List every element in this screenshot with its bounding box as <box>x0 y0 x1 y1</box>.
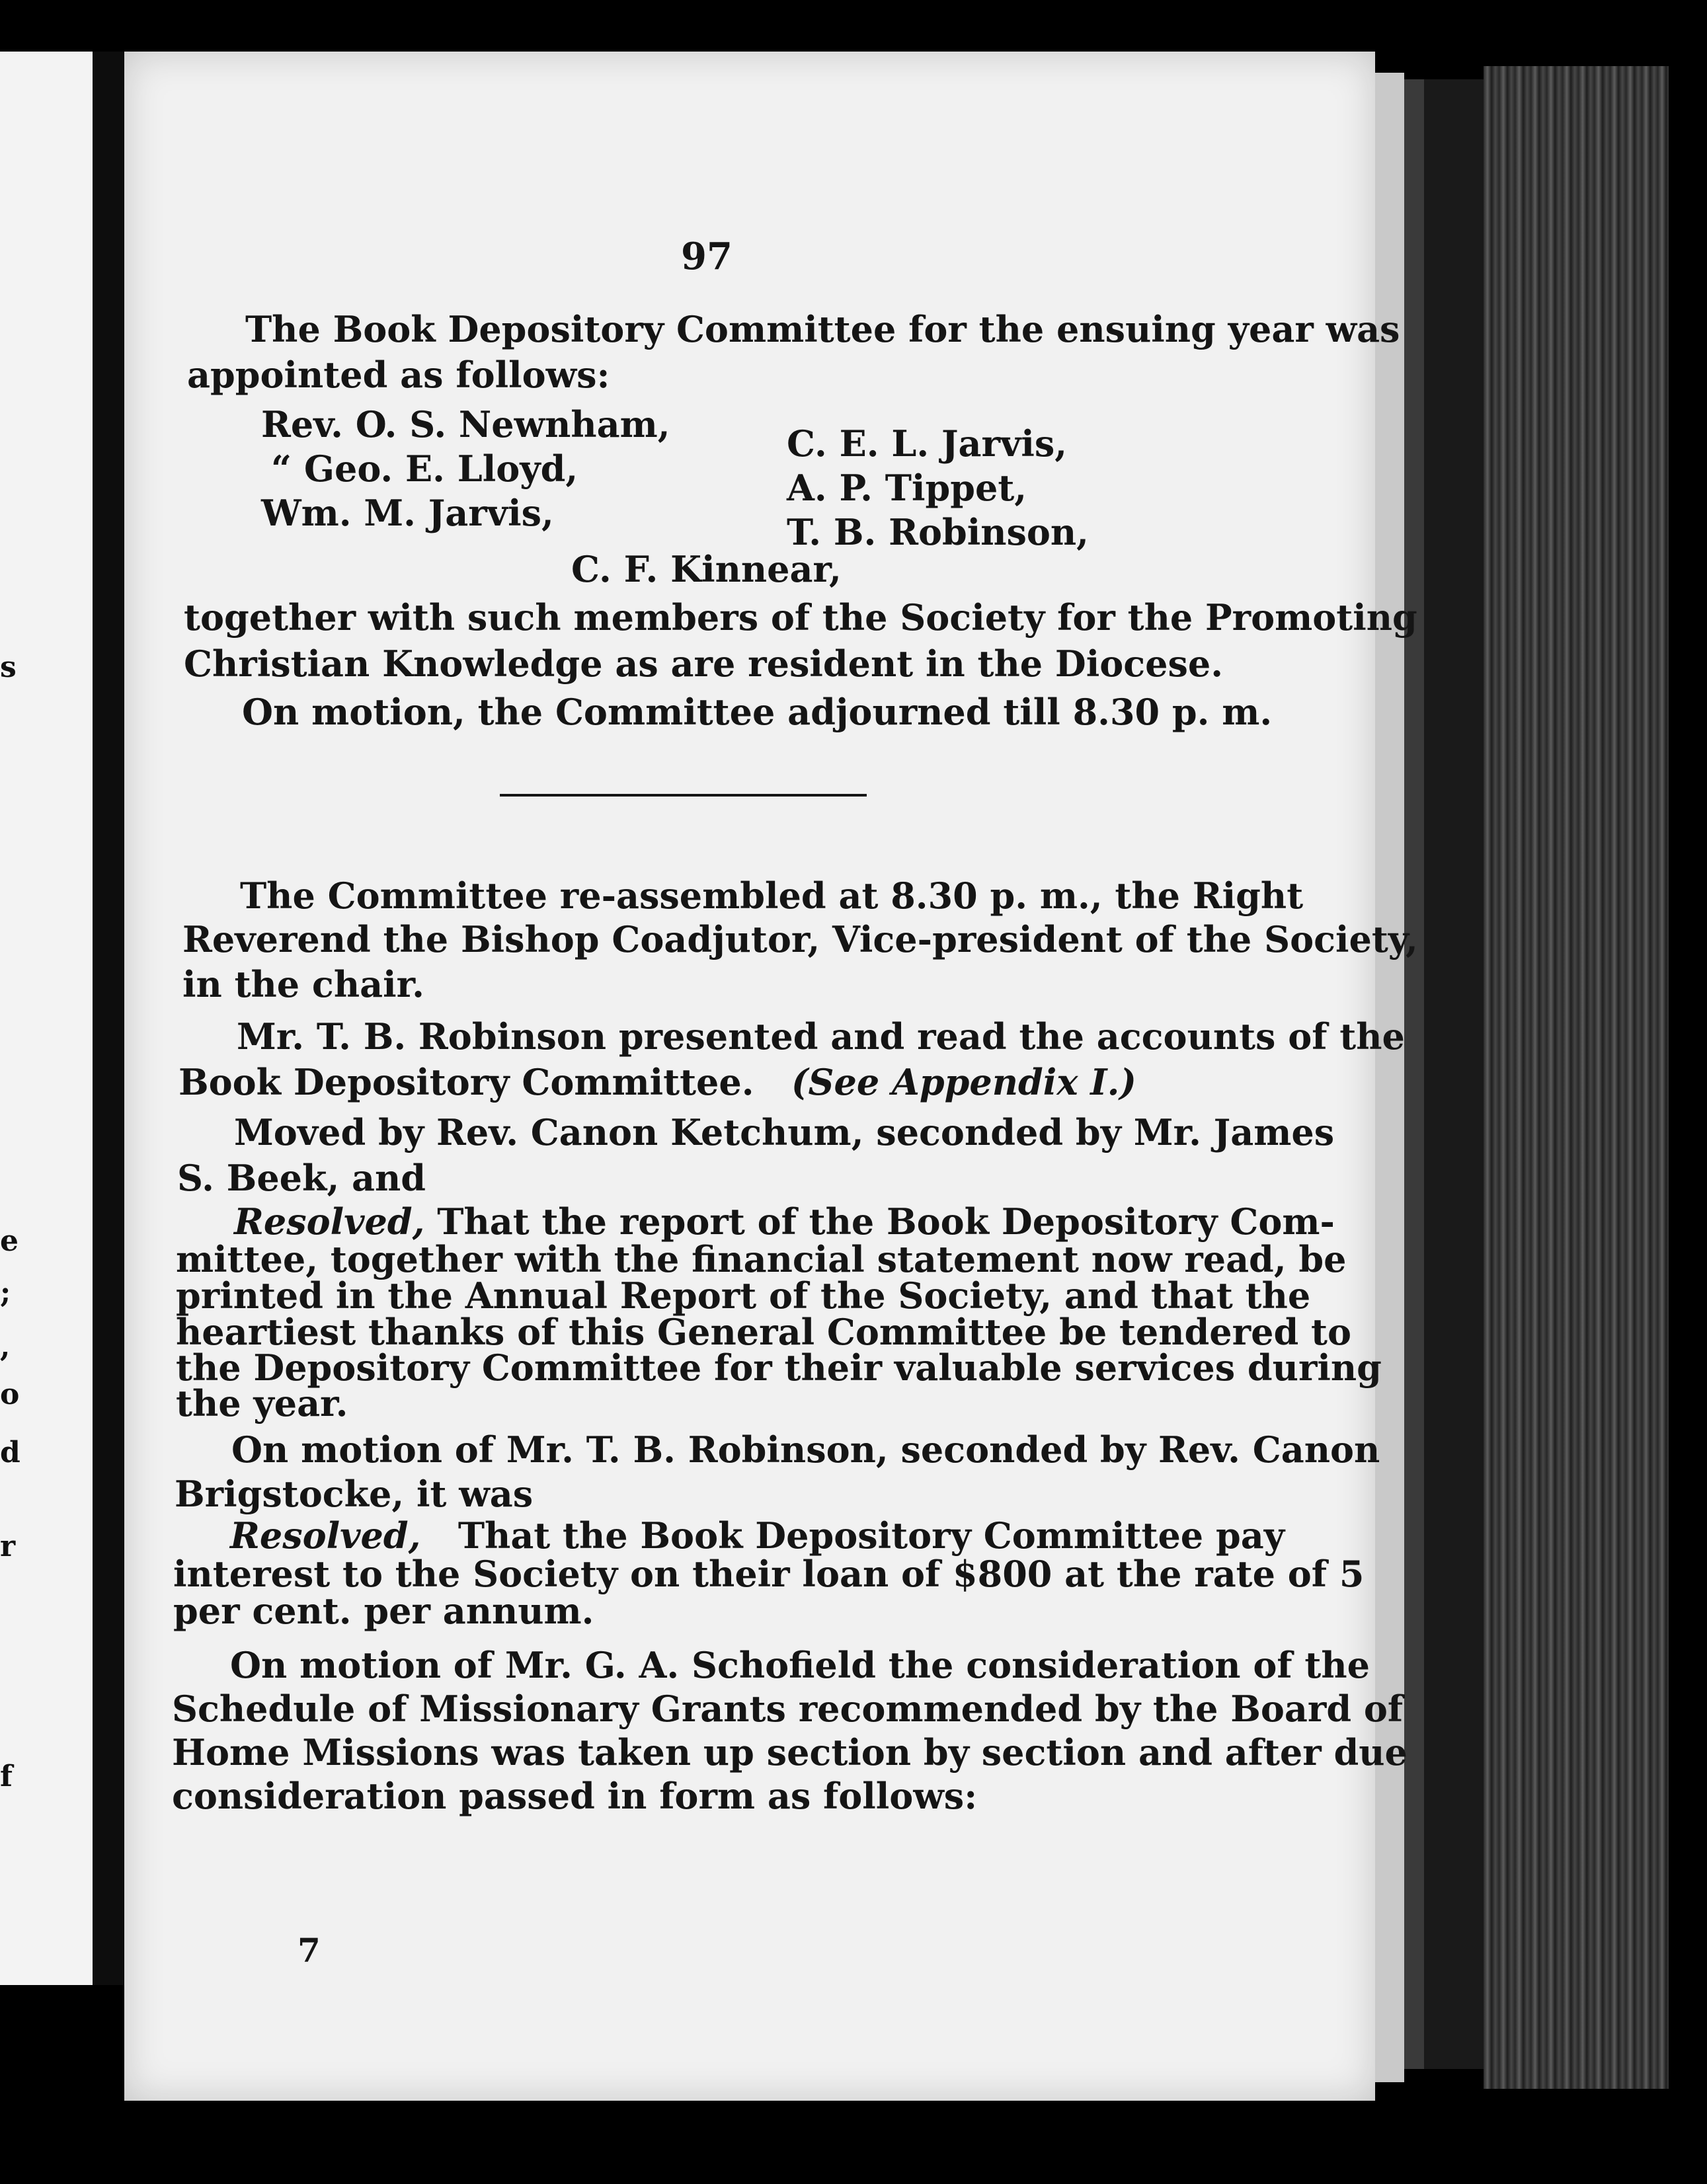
member-name: C. E. L. Jarvis, <box>787 422 1068 465</box>
text-line: the year. <box>176 1382 348 1424</box>
book-gutter <box>93 52 124 1985</box>
text-line: On motion, the Committee adjourned till 8.30 p. m. <box>242 691 1273 733</box>
member-name: C. F. Kinnear, <box>571 548 842 590</box>
section-divider <box>500 794 867 797</box>
resolved-label: Resolved, <box>234 1200 425 1243</box>
text-line: Moved by Rev. Canon Ketchum, seconded by Mr. James <box>234 1111 1335 1153</box>
book-cover-board <box>1484 66 1669 2089</box>
text-line: On motion of Mr. T. B. Robinson, seconded by Rev. Canon <box>231 1428 1380 1471</box>
text-segment: Book Depository Committee. <box>179 1061 754 1103</box>
text-line: per cent. per annum. <box>173 1590 594 1632</box>
resolved-label: Resolved, <box>230 1514 421 1557</box>
text-line: Brigstocke, it was <box>175 1473 534 1515</box>
text-line: in the chair. <box>182 963 424 1005</box>
left-fragment-text: , <box>0 1330 11 1364</box>
text-line: printed in the Annual Report of the Society, and that the <box>176 1274 1311 1317</box>
member-name: T. B. Robinson, <box>787 511 1089 553</box>
appendix-reference: (See Appendix I.) <box>791 1061 1136 1103</box>
page-stack-edge <box>1375 73 1404 2082</box>
text-line: On motion of Mr. G. A. Schofield the consideration of the <box>230 1644 1370 1686</box>
member-name: A. P. Tippet, <box>787 467 1027 509</box>
text-line <box>179 1061 1136 1103</box>
left-fragment-text: s <box>0 650 17 684</box>
text-line: Mr. T. B. Robinson presented and read the accounts of the <box>237 1015 1405 1058</box>
member-name: Wm. M. Jarvis, <box>261 492 554 534</box>
member-name: “ Geo. E. Lloyd, <box>271 448 578 490</box>
left-fragment-text: o <box>0 1378 20 1411</box>
page-number: 97 <box>681 235 733 278</box>
text-line: S. Beek, and <box>177 1157 426 1199</box>
text-line: The Committee re-assembled at 8.30 p. m., the Right <box>240 875 1304 917</box>
text-segment: That the Book Depository Committee pay <box>457 1514 1285 1557</box>
text-segment: That the report of the Book Depository Com- <box>437 1200 1335 1243</box>
left-fragment-text: f <box>0 1760 13 1793</box>
left-page-fragment <box>0 52 93 1985</box>
text-line: Christian Knowledge as are resident in the Diocese. <box>184 643 1224 685</box>
left-fragment-text: r <box>0 1530 16 1563</box>
text-line: The Book Depository Committee for the ensuing year was <box>245 308 1400 350</box>
text-line: Home Missions was taken up section by section and after due <box>172 1731 1408 1774</box>
text-line: mittee, together with the financial statement now read, be <box>176 1238 1347 1280</box>
text-line: Schedule of Missionary Grants recommended by the Board of <box>172 1688 1404 1730</box>
text-line <box>234 1200 1335 1243</box>
text-line <box>230 1514 1285 1557</box>
member-name: Rev. O. S. Newnham, <box>261 403 670 446</box>
left-fragment-text: e <box>0 1224 19 1258</box>
signature-mark: 7 <box>298 1931 321 1970</box>
text-line: Reverend the Bishop Coadjutor, Vice-president of the Society, <box>182 918 1418 960</box>
text-line: together with such members of the Society for the Promoting <box>184 596 1417 639</box>
book-page <box>124 52 1418 2101</box>
text-line: heartiest thanks of this General Committee be tendered to <box>176 1311 1351 1353</box>
left-fragment-text: d <box>0 1436 20 1469</box>
text-line: appointed as follows: <box>187 354 610 396</box>
text-line: the Depository Committee for their valuable services during <box>176 1346 1382 1389</box>
left-fragment-text: ; <box>0 1276 11 1309</box>
text-line: interest to the Society on their loan of $800 at the rate of 5 <box>173 1553 1365 1595</box>
page-text <box>124 52 1418 2101</box>
text-line: consideration passed in form as follows: <box>172 1775 978 1817</box>
book-spine-edge <box>1424 79 1484 2069</box>
